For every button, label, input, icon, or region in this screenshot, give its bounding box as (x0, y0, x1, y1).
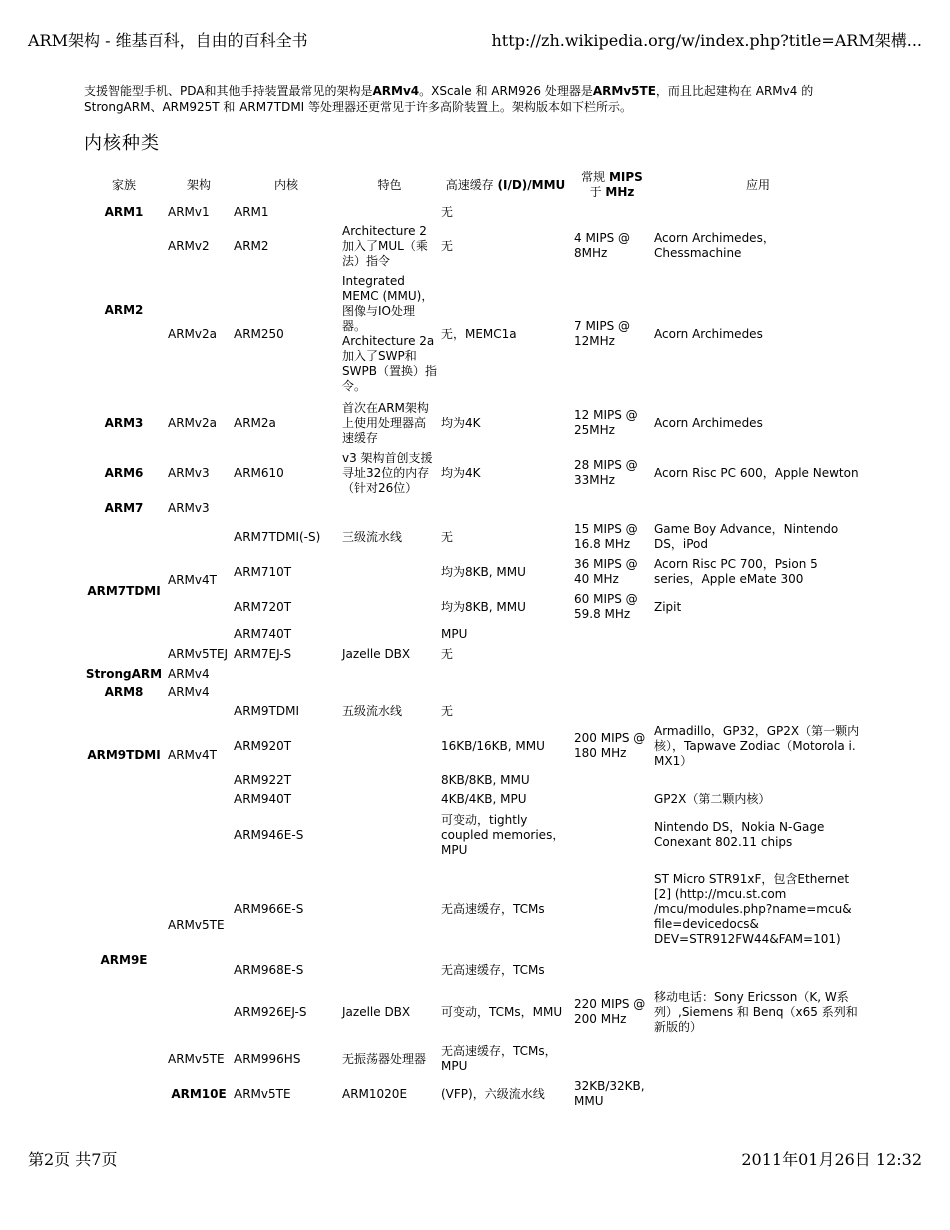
cell-core[interactable]: ARM2a (234, 415, 276, 430)
cell-cache: MPU (441, 627, 468, 641)
cell-cache: 均为8KB, MMU (441, 599, 526, 614)
cell-cache: 无 (441, 204, 454, 219)
cell-cache: 无高速缓存，TCMs (441, 962, 545, 977)
section-title: 内核种类 (84, 133, 160, 154)
cell-arch[interactable]: ARMv5TE (168, 1051, 225, 1066)
cell-app[interactable]: Acorn Risc PC 600，Apple Newton (654, 465, 859, 480)
cell-core[interactable]: ARM946E-S (234, 827, 304, 842)
cell-cache: 32KB/32KB, MMU (574, 1079, 645, 1108)
cell-cache: 无 (441, 703, 454, 718)
cell-mips (572, 683, 652, 701)
cell-feature (340, 202, 439, 222)
cell-feature (340, 683, 439, 701)
cell-feature (340, 498, 439, 518)
cell-arch[interactable]: ARMv2 (168, 238, 210, 253)
cell-mips (652, 1077, 864, 1111)
cell-core[interactable]: ARM7TDMI(-S) (234, 529, 321, 544)
cell-cache: 均为4K (441, 465, 481, 480)
cell-app[interactable]: Game Boy Advance，Nintendo DS，iPod (654, 522, 839, 551)
cell-core[interactable]: ARM968E-S (234, 962, 304, 977)
cell-core[interactable]: ARM9TDMI (234, 703, 299, 718)
cell-mips: 15 MIPS @ 16.8 MHz (574, 522, 638, 551)
cell-app[interactable]: Zipit (654, 599, 682, 614)
cell-cache: 无 (441, 646, 454, 661)
cell-feature (340, 957, 439, 983)
page-footer-pagination: 第2页 共7页 (28, 1150, 118, 1169)
cell-mips (572, 701, 652, 721)
intro-text-2: 。XScale 和 ARM926 处理器是 (419, 84, 593, 98)
cell-mips: 200 MIPS @ 180 MHz (574, 731, 646, 760)
cell-family[interactable]: StrongARM (85, 666, 163, 681)
cell-cache: 无，MEMC1a (441, 326, 517, 341)
cell-feature[interactable]: 三级流水线 (342, 529, 403, 544)
table-row (82, 1041, 864, 1077)
cell-mips (572, 1041, 652, 1077)
table-row (82, 701, 864, 721)
table-row (82, 498, 864, 518)
cell-feature[interactable]: v3 架构首创支援寻址32位的内存（针对26位） (342, 450, 433, 495)
cell-family[interactable]: ARM9E (100, 952, 148, 967)
cell-arch[interactable]: ARMv4T (168, 573, 217, 587)
cell-core[interactable]: ARM966E-S (234, 901, 304, 916)
cell-app[interactable]: Acorn Archimedes，Chessmachine (654, 231, 775, 260)
cell-cache: 无 (441, 529, 454, 544)
cell-app[interactable]: Acorn Archimedes (654, 326, 763, 341)
cell-family[interactable]: ARM3 (104, 415, 144, 430)
cell-arch[interactable]: ARMv2a (168, 326, 217, 341)
cell-mips: 36 MIPS @ 40 MHz (574, 557, 638, 586)
table-row (82, 683, 864, 701)
cell-arch[interactable]: ARMv5TE (234, 1086, 291, 1101)
cell-mips: 28 MIPS @ 33MHz (574, 458, 638, 487)
cell-arch[interactable]: ARMv1 (168, 204, 210, 219)
table-row (82, 270, 864, 398)
table-row (82, 809, 864, 861)
cell-arch[interactable]: ARMv4T (168, 747, 217, 762)
table-row (82, 518, 864, 556)
cell-cache: 16KB/16KB, MMU (441, 738, 545, 753)
cell-mips: 220 MIPS @ 200 MHz (574, 997, 646, 1026)
cell-core[interactable]: ARM2 (234, 238, 269, 253)
page-header-url[interactable]: http://zh.wikipedia.org/w/index.php?title=ARM架構... (491, 31, 922, 50)
col-header-family: 家族 (111, 177, 136, 192)
cell-feature (340, 665, 439, 683)
cell-app (652, 643, 864, 665)
cell-mips: 4 MIPS @ 8MHz (574, 231, 631, 260)
col-header-app: 应用 (745, 177, 770, 192)
cell-feature (340, 556, 439, 588)
cell-cache (439, 683, 572, 701)
cell-arch[interactable]: ARMv3 (168, 500, 210, 515)
cell-mips (572, 861, 652, 957)
table-row (82, 448, 864, 498)
cell-app (652, 957, 864, 983)
cell-app (652, 683, 864, 701)
cell-core[interactable]: ARM610 (234, 465, 284, 480)
table-header-row (82, 168, 864, 202)
table-row (82, 665, 864, 683)
cell-cache: 可变动，TCMs，MMU (441, 1004, 563, 1019)
cell-feature: Architecture 2 加入了MUL（乘法）指令 (342, 223, 428, 268)
cell-arch[interactable]: ARMv3 (168, 465, 210, 480)
cell-app (652, 1041, 864, 1077)
cell-mips (572, 498, 652, 518)
cell-app[interactable]: Armadillo，GP32，GP2X（第一颗内核），Tapwave Zodiac（Motorola i. MX1） (654, 723, 860, 768)
cell-app (652, 202, 864, 222)
cell-cache: 无高速缓存，TCMs (441, 901, 545, 916)
cell-feature (340, 771, 439, 789)
cell-arch[interactable]: ARMv2a (168, 415, 217, 430)
cell-app[interactable]: Acorn Risc PC 700，Psion 5 series，Apple eMate 300 (654, 557, 818, 586)
cell-mips (572, 665, 652, 683)
cell-mips: 7 MIPS @ 12MHz (574, 319, 631, 348)
cell-app (652, 498, 864, 518)
cell-feature (340, 809, 439, 861)
cell-cache (439, 665, 572, 683)
cell-cache: 4KB/4KB, MPU (441, 791, 527, 806)
cell-family[interactable]: ARM2 (104, 302, 144, 317)
cell-app[interactable]: Acorn Archimedes (654, 415, 763, 430)
cell-app (652, 665, 864, 683)
cell-mips (572, 957, 652, 983)
cell-core[interactable]: ARM926EJ-S (234, 1004, 307, 1019)
cell-feature[interactable]: 五级流水线 (342, 703, 403, 718)
col-header-core: 内核 (273, 177, 298, 192)
cell-core[interactable]: ARM250 (234, 326, 284, 341)
cell-core[interactable]: ARM922T (234, 772, 292, 787)
cell-family[interactable]: ARM6 (104, 465, 144, 480)
cell-feature (340, 626, 439, 643)
table-row (82, 1077, 864, 1111)
intro-bold-armv5te[interactable]: ARMv5TE (592, 84, 656, 98)
cell-arch[interactable]: ARMv5TE (168, 917, 225, 932)
cell-core[interactable]: ARM7EJ-S (234, 646, 292, 661)
cell-core (232, 665, 340, 683)
cell-feature[interactable]: Jazelle DBX (342, 1004, 411, 1019)
cell-feature[interactable]: 首次在ARM架构上使用处理器高速缓存 (342, 400, 429, 445)
table-row (82, 202, 864, 222)
cell-family[interactable]: ARM10E (171, 1086, 227, 1101)
intro-text-3: ，而且比起建构在 ARMv4 的 StrongARM、ARM925T 和 ARM7TDMI 等处理器还更常见于许多高阶装置上。架构版本如下栏所示。 (84, 84, 814, 114)
intro-text-1: 支援智能型手机、PDA和其他手持装置最常见的架构是 (84, 84, 373, 98)
cell-mips (572, 771, 652, 789)
cell-mips (572, 789, 652, 809)
cell-core[interactable]: ARM1 (234, 204, 269, 219)
table-row (82, 643, 864, 665)
cell-mips (572, 809, 652, 861)
intro-paragraph (84, 83, 864, 115)
cell-core[interactable]: ARM710T (234, 564, 292, 579)
col-header-cache: 高速缓存 (I/D)/MMU (445, 177, 566, 192)
cell-core (232, 683, 340, 701)
table-row (82, 222, 864, 270)
cell-family[interactable]: ARM8 (104, 684, 144, 699)
cell-family[interactable]: ARM7 (104, 500, 144, 515)
cell-core (232, 498, 340, 518)
cell-core[interactable]: ARM996HS (234, 1051, 301, 1066)
cell-feature (340, 861, 439, 957)
cell-family[interactable]: ARM1 (104, 204, 144, 219)
col-header-feature: 特色 (377, 177, 402, 192)
cell-app (652, 701, 864, 721)
table-row (82, 398, 864, 448)
cell-cache: 均为4K (441, 415, 481, 430)
cell-mips: 12 MIPS @ 25MHz (574, 408, 638, 437)
cell-core[interactable]: ARM740T (234, 627, 292, 641)
cell-family[interactable]: ARM9TDMI (87, 747, 161, 762)
cell-app[interactable]: GP2X（第二颗内核） (654, 791, 771, 806)
page-header-title: ARM架构 - 维基百科，自由的百科全书 (28, 31, 308, 50)
cell-feature[interactable]: Integrated MEMC (MMU)，图像与IO处理器。Architecture 2a 加入了SWP和SWPB（置换）指令。 (342, 274, 437, 393)
cell-core[interactable]: ARM920T (234, 738, 292, 753)
cell-feature (340, 721, 439, 771)
cell-mips: 60 MIPS @ 59.8 MHz (574, 592, 638, 621)
arm-cores-table (82, 168, 864, 1111)
cell-arch[interactable]: ARMv5TEJ (168, 646, 229, 661)
col-header-mips: 常规 MIPS 于 MHz (581, 170, 643, 199)
cell-arch[interactable]: ARMv4 (168, 684, 210, 699)
cell-feature[interactable]: Jazelle DBX (342, 646, 411, 661)
cell-feature[interactable]: 无振荡器处理器 (342, 1051, 427, 1066)
intro-bold-armv4[interactable]: ARMv4 (372, 84, 420, 98)
cell-feature (340, 588, 439, 626)
cell-feature[interactable]: (VFP)，六级流水线 (441, 1086, 545, 1101)
cell-mips (572, 202, 652, 222)
cell-app (652, 771, 864, 789)
cell-mips (572, 643, 652, 665)
cell-core[interactable]: ARM940T (234, 791, 292, 806)
cell-mips (572, 626, 652, 643)
cell-app[interactable]: Nintendo DS，Nokia N-Gage Conexant 802.11 chips (654, 820, 825, 849)
cell-family[interactable]: ARM7TDMI (87, 584, 161, 598)
cell-core[interactable]: ARM720T (234, 599, 292, 614)
cell-cache (439, 498, 572, 518)
cell-cache: 无 (441, 238, 454, 253)
cell-app (652, 626, 864, 643)
cell-app[interactable]: ST Micro STR91xF，包含Ethernet [2] (http://mcu.st.com /mcu/modules.php?name=mcu& file=devicedocs& DEV=STR912FW44&FAM=101) (654, 871, 852, 946)
cell-arch[interactable]: ARMv4 (168, 666, 210, 681)
col-header-arch: 架构 (186, 177, 211, 192)
cell-cache: 无高速缓存，TCMs，MPU (441, 1044, 557, 1073)
cell-feature (340, 789, 439, 809)
cell-cache: 均为8KB, MMU (441, 564, 526, 579)
cell-app[interactable]: 移动电话：Sony Ericsson（K, W系列）,Siemens 和 Benq（x65 系列和新版的） (654, 989, 858, 1034)
cell-cache: 可变动，tightly coupled memories，MPU (441, 812, 565, 857)
cell-core[interactable]: ARM1020E (342, 1086, 408, 1101)
cell-cache: 8KB/8KB, MMU (441, 772, 530, 787)
page-footer-datetime: 2011年01月26日 12:32 (741, 1150, 922, 1169)
